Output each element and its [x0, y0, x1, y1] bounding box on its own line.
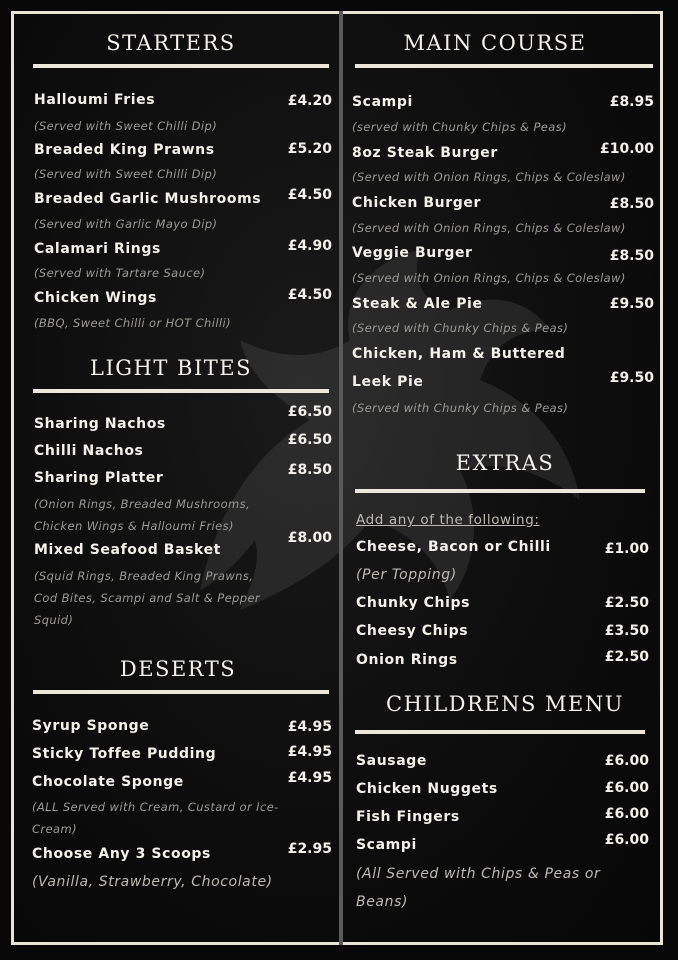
starter-item-name: Breaded King Prawns — [34, 142, 215, 158]
light-bite-item-name: Chilli Nachos — [34, 443, 144, 459]
extra-item-name: Cheese, Bacon or Chilli — [356, 539, 551, 555]
desert-item-name: Choose Any 3 Scoops — [32, 846, 211, 862]
desert-note: Cream) — [32, 822, 77, 836]
main-item-name: Chicken Burger — [352, 195, 481, 211]
starter-item-note: (BBQ, Sweet Chilli or HOT Chilli) — [34, 316, 231, 330]
desert-item-name: Sticky Toffee Pudding — [32, 746, 217, 762]
main-item-price: £9.50 — [609, 370, 654, 386]
main-item-name: Veggie Burger — [352, 245, 473, 261]
main-item-note: (Served with Onion Rings, Chips & Coleslaw) — [352, 271, 626, 285]
light-bite-item-name: Sharing Nachos — [34, 416, 166, 432]
childrens-menu-rule — [355, 730, 645, 734]
light-bites-title: LIGHT BITES — [90, 356, 252, 380]
extra-item-price: £2.50 — [604, 595, 649, 611]
child-item-price: £6.00 — [604, 780, 649, 796]
main-item-name: Leek Pie — [352, 374, 424, 390]
extra-item-name: Chunky Chips — [356, 595, 471, 611]
child-item-name: Fish Fingers — [356, 809, 460, 825]
starter-item-price: £4.20 — [287, 93, 332, 109]
starter-item-note: (Served with Garlic Mayo Dip) — [34, 217, 218, 231]
light-bite-item-price: £8.00 — [287, 530, 332, 546]
extra-item-price: £3.50 — [604, 623, 649, 639]
extras-intro: Add any of the following: — [356, 512, 540, 528]
extra-item-name: Cheesy Chips — [356, 623, 469, 639]
scoops-note: (Vanilla, Strawberry, Chocolate) — [32, 874, 273, 890]
extra-item-price: £2.50 — [604, 649, 649, 665]
starters-title: STARTERS — [106, 31, 236, 55]
child-item-name: Sausage — [356, 753, 427, 769]
light-bite-item-name: Mixed Seafood Basket — [34, 542, 221, 558]
starter-item-name: Chicken Wings — [34, 290, 157, 306]
main-course-title: MAIN COURSE — [403, 31, 587, 55]
main-item-note: (Served with Chunky Chips & Peas) — [352, 401, 569, 415]
extras-title: EXTRAS — [455, 451, 555, 475]
main-item-name: Steak & Ale Pie — [352, 296, 483, 312]
childrens-note: (All Served with Chips & Peas or — [356, 866, 601, 882]
main-item-note: (Served with Onion Rings, Chips & Coleslaw) — [352, 170, 626, 184]
starter-item-name: Halloumi Fries — [34, 92, 156, 108]
main-course-rule — [355, 64, 653, 68]
desert-item-price: £4.95 — [287, 719, 332, 735]
main-item-price: £8.95 — [609, 94, 654, 110]
deserts-title: DESERTS — [119, 657, 237, 681]
desert-item-price: £4.95 — [287, 770, 332, 786]
child-item-name: Chicken Nuggets — [356, 781, 498, 797]
main-item-name: Chicken, Ham & Buttered — [352, 346, 566, 362]
main-item-note: (Served with Chunky Chips & Peas) — [352, 321, 569, 335]
child-item-price: £6.00 — [604, 753, 649, 769]
starter-item-note: (Served with Sweet Chilli Dip) — [34, 119, 218, 133]
child-item-price: £6.00 — [604, 832, 649, 848]
light-bites-rule — [33, 389, 329, 393]
child-item-name: Scampi — [356, 837, 417, 853]
main-item-note: (served with Chunky Chips & Peas) — [352, 120, 568, 134]
main-item-note: (Served with Onion Rings, Chips & Coleslaw) — [352, 221, 626, 235]
desert-item-price: £4.95 — [287, 744, 332, 760]
desert-item-name: Syrup Sponge — [32, 718, 150, 734]
extra-item-name: Onion Rings — [356, 652, 458, 668]
light-bite-item-price: £6.50 — [287, 432, 332, 448]
starters-rule — [33, 64, 329, 68]
main-item-price: £9.50 — [609, 296, 654, 312]
main-item-price: £8.50 — [609, 196, 654, 212]
starter-item-note: (Served with Sweet Chilli Dip) — [34, 167, 218, 181]
extras-rule — [355, 489, 645, 493]
main-item-name: Scampi — [352, 94, 413, 110]
starter-item-price: £4.50 — [287, 187, 332, 203]
light-bite-item-price: £6.50 — [287, 404, 332, 420]
childrens-note: Beans) — [356, 894, 409, 910]
starter-item-note: (Served with Tartare Sauce) — [34, 266, 206, 280]
topping-note: (Per Topping) — [356, 567, 457, 583]
starter-item-name: Calamari Rings — [34, 241, 161, 257]
light-bite-item-name: Sharing Platter — [34, 470, 164, 486]
light-bite-item-note: Cod Bites, Scampi and Salt & Pepper — [34, 591, 261, 605]
light-bite-item-note: Chicken Wings & Halloumi Fries) — [34, 519, 234, 533]
starter-item-price: £5.20 — [287, 141, 332, 157]
light-bite-item-note: (Onion Rings, Breaded Mushrooms, — [34, 497, 251, 511]
childrens-menu-title: CHILDRENS MENU — [386, 692, 624, 716]
main-item-price: £8.50 — [609, 248, 654, 264]
desert-item-price: £2.95 — [287, 841, 332, 857]
light-bite-item-price: £8.50 — [287, 462, 332, 478]
column-divider — [339, 11, 343, 945]
light-bite-item-note: Squid) — [34, 613, 74, 627]
starter-item-name: Breaded Garlic Mushrooms — [34, 191, 262, 207]
starter-item-price: £4.50 — [287, 287, 332, 303]
light-bite-item-note: (Squid Rings, Breaded King Prawns, — [34, 569, 254, 583]
desert-item-name: Chocolate Sponge — [32, 774, 184, 790]
main-item-price: £10.00 — [599, 141, 654, 157]
child-item-price: £6.00 — [604, 806, 649, 822]
extra-item-price: £1.00 — [604, 541, 649, 557]
main-item-name: 8oz Steak Burger — [352, 145, 498, 161]
starter-item-price: £4.90 — [287, 238, 332, 254]
deserts-rule — [33, 690, 329, 694]
desert-note: (ALL Served with Cream, Custard or Ice- — [32, 800, 279, 814]
